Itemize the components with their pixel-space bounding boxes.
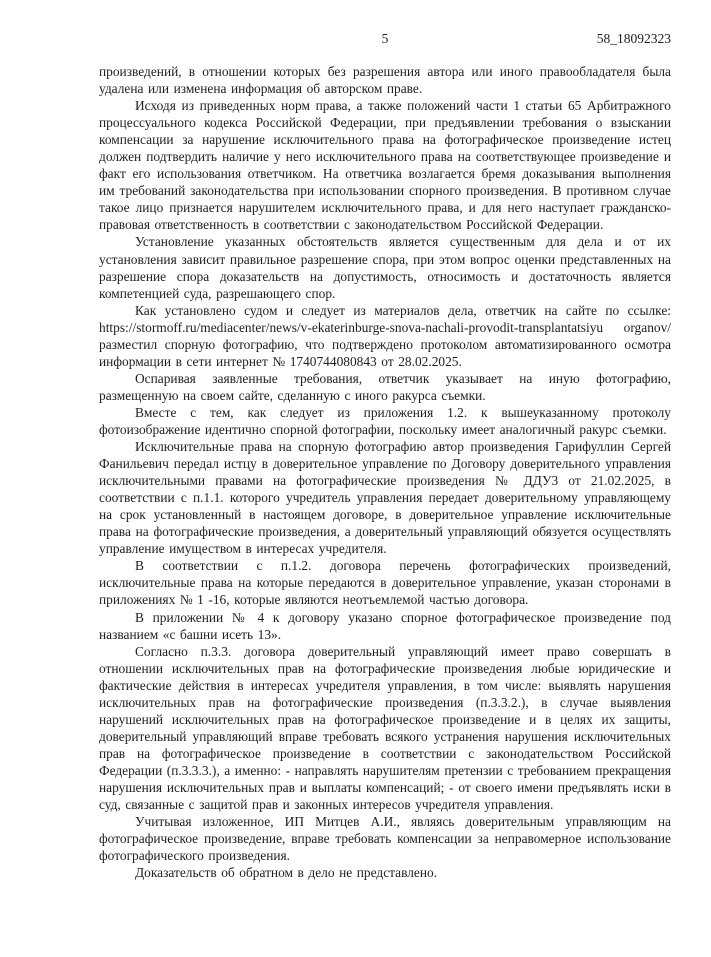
paragraph: Согласно п.3.3. договора доверительный управляющий имеет право совершать в отношении исключительных прав на фотографические произведения любые юридические и фактические действия в интересах учредителя управления, в том числе: выявлять нарушения исключительных прав на фотографические произведения (п.3.3.2.), в случае выявления нарушений исключительных прав на фотографическое произведение и в целях их защиты, доверительный управляющий вправе требовать всякого устранения нарушения исключительных прав на фотографическое произведение в соответствии с законодательством Российской Федерации (п.3.3.3.), а именно: - направлять нарушителям претензии с требованием прекращения нарушения исключительных прав и выплаты компенсаций; - от своего имени предъявлять иски в суд, связанные с защитой прав и законных интересов учредителя управления. bbox=[99, 643, 671, 813]
document-body bbox=[99, 63, 671, 881]
paragraph: Исходя из приведенных норм права, а также положений части 1 статьи 65 Арбитражного процессуального кодекса Российской Федерации, при предъявлении требования о взыскании компенсации за нарушение исключительного права на фотографическое произведение истец должен подтвердить наличие у него исключительного права на соответствующее произведение и факт его использования ответчиком. На ответчика возлагается бремя доказывания выполнения им требований законодательства при использовании спорного произведения. В противном случае такое лицо признается нарушителем исключительного права, и для него наступает гражданско-правовая ответственность в соответствии с законодательством Российской Федерации. bbox=[99, 98, 671, 233]
paragraph: Вместе с тем, как следует из приложения 1.2. к вышеуказанному протоколу фотоизображение идентично спорной фотографии, поскольку имеет аналогичный ракурс съемки. bbox=[99, 404, 671, 437]
case-number: 58_18092323 bbox=[596, 31, 671, 46]
paragraph: Как установлено судом и следует из материалов дела, ответчик на сайте по ссылке: https://stormoff.ru/mediacenter/news/v-ekaterinburge-snova-nachali-provodit-transplantatsiyu organov/ разместил спорную фотографию, что подтверждено протоколом автоматизированного осмотра информации в сети интернет № 1740744080843 от 28.02.2025. bbox=[99, 302, 671, 369]
paragraph: Доказательств об обратном в дело не представлено. bbox=[135, 865, 438, 881]
paragraph: В приложении № 4 к договору указано спорное фотографическое произведение под названием «с башни исеть 13». bbox=[99, 609, 671, 642]
page-header bbox=[99, 31, 671, 47]
paragraph: произведений, в отношении которых без разрешения автора или иного правообладателя была удалена или изменена информация об авторском праве. bbox=[99, 64, 671, 97]
page-number: 5 bbox=[381, 31, 389, 46]
paragraph: Установление указанных обстоятельств является существенным для дела и от их установления зависит правильное разрешение спора, при этом вопрос оценки представленных на разрешение спора доказательств на допустимость, относимость и достаточность является компетенцией суда, разрешающего спор. bbox=[99, 234, 671, 301]
paragraph: Учитывая изложенное, ИП Митцев А.И., являясь доверительным управляющим на фотографическое произведение, вправе требовать компенсации за неправомерное использование фотографического произведения. bbox=[99, 814, 671, 864]
paragraph: Оспаривая заявленные требования, ответчик указывает на иную фотографию, размещенную на своем сайте, сделанную с иного ракурса съемки. bbox=[99, 370, 671, 403]
text-column bbox=[99, 0, 671, 881]
paragraph: В соответствии с п.1.2. договора перечень фотографических произведений, исключительные права на которые передаются в доверительное управление, указан сторонами в приложениях № 1 -16, которые являются неотъемлемой частью договора. bbox=[99, 558, 671, 608]
paragraph: Исключительные права на спорную фотографию автор произведения Гарифуллин Сергей Фанильевич передал истцу в доверительное управление по Договору доверительного управления исключительными правами на фотографические произведения № ДДУ3 от 21.02.2025, в соответствии с п.1.1. которого учредитель управления передает доверительному управляющему на срок установленный в настоящем договоре, в доверительное управление исключительные права на фотографические произведения, а доверительный управляющий обязуется осуществлять управление имуществом в интересах учредителя. bbox=[99, 439, 671, 557]
